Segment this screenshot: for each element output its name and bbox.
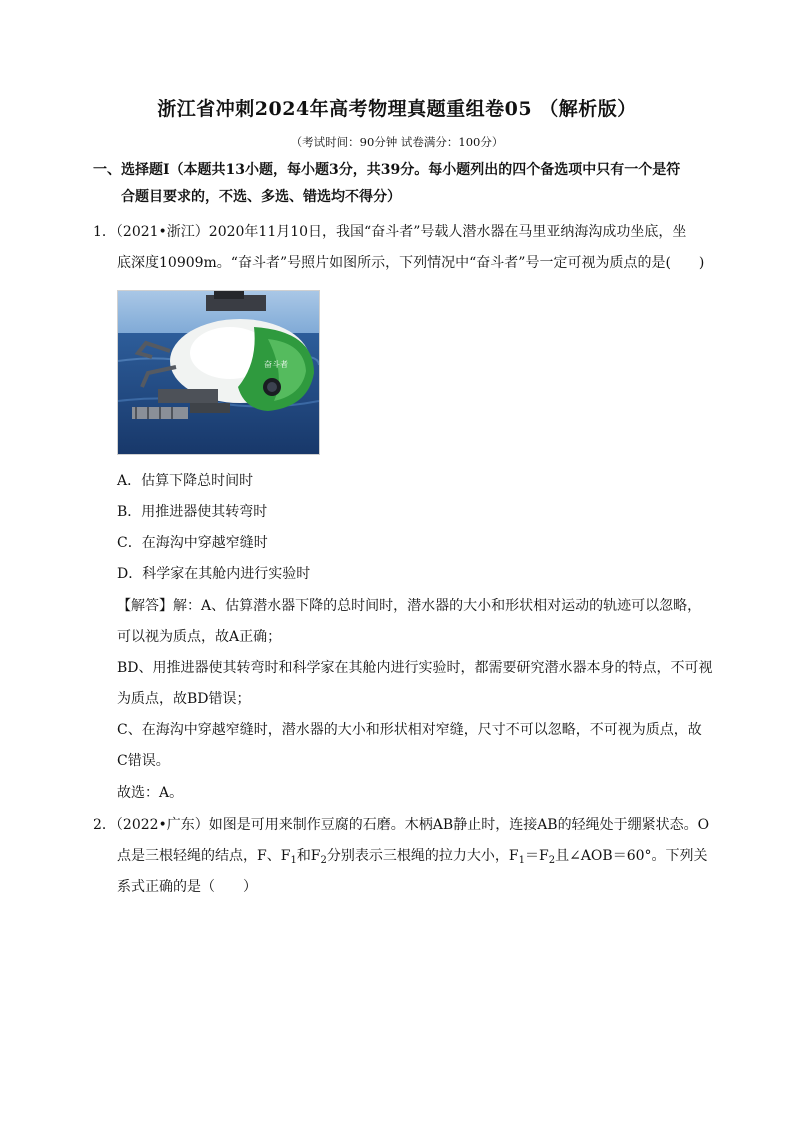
answer-line-1: 【解答】解：A、估算潜水器下降的总时间时，潜水器的大小和形状相对运动的轨迹可以忽略， [117,598,702,614]
subscript-2: 2 [320,855,327,866]
q2-text-d: ＝F [525,848,549,864]
answer-line-2: 可以视为质点，故A正确； [117,629,282,645]
answer-line-3: BD、用推进器使其转弯时和科学家在其舱内进行实验时，都需要研究潜水器本身的特点，不可视 [117,660,713,676]
section-heading-line-2: 合题目要求的，不选、多选、错选均不得分） [121,189,401,205]
q2-text-b: 和F [296,848,321,864]
q1-stem-line-1: 1．（2021•浙江）2020年11月10日，我国“奋斗者”号载人潜水器在马里亚纳海沟成功坐底，坐 [93,224,687,240]
option-a: A．估算下降总时间时 [117,473,254,489]
q2-stem-line-1: 2．（2022•广东）如图是可用来制作豆腐的石磨。木柄AB静止时，连接AB的轻绳处于绷紧状态。O [93,817,710,833]
q2-text-e: 且∠AOB＝60°。下列关 [555,848,708,864]
section-heading-line-1: 一、选择题Ⅰ（本题共13小题，每小题3分，共39分。每小题列出的四个备选项中只有一个是符 [93,162,681,178]
subscript-1b: 1 [518,855,525,866]
q2-text-a: 点是三根轻绳的结点，F、F [117,848,291,864]
photo-label: 奋斗者 [264,360,288,369]
answer-line-6: C错误。 [117,753,170,769]
q1-stem-line-2: 底深度10909m。“奋斗者”号照片如图所示，下列情况中“奋斗者”号一定可视为质点的是( ) [117,255,705,271]
q2-text-c: 分别表示三根绳的拉力大小，F [326,848,519,864]
option-d: D．科学家在其舱内进行实验时 [117,566,311,582]
q2-stem-line-3: 系式正确的是（ ） [117,879,257,895]
answer-line-7: 故选：A。 [117,785,184,801]
q2-stem-line-2 [117,846,708,871]
page-title: 浙江省冲刺2024年高考物理真题重组卷05 （解析版） [157,98,637,120]
subscript-1: 1 [290,855,297,866]
answer-line-5: C、在海沟中穿越窄缝时，潜水器的大小和形状相对窄缝，尺寸不可以忽略，不可视为质点，故 [117,722,702,738]
exam-info: （考试时间：90分钟 试卷满分：100分） [290,135,504,149]
submersible-photo [117,290,320,455]
option-c: C．在海沟中穿越窄缝时 [117,535,268,551]
option-b: B．用推进器使其转弯时 [117,504,268,520]
subscript-2b: 2 [548,855,556,866]
answer-line-4: 为质点，故BD错误； [117,691,251,707]
